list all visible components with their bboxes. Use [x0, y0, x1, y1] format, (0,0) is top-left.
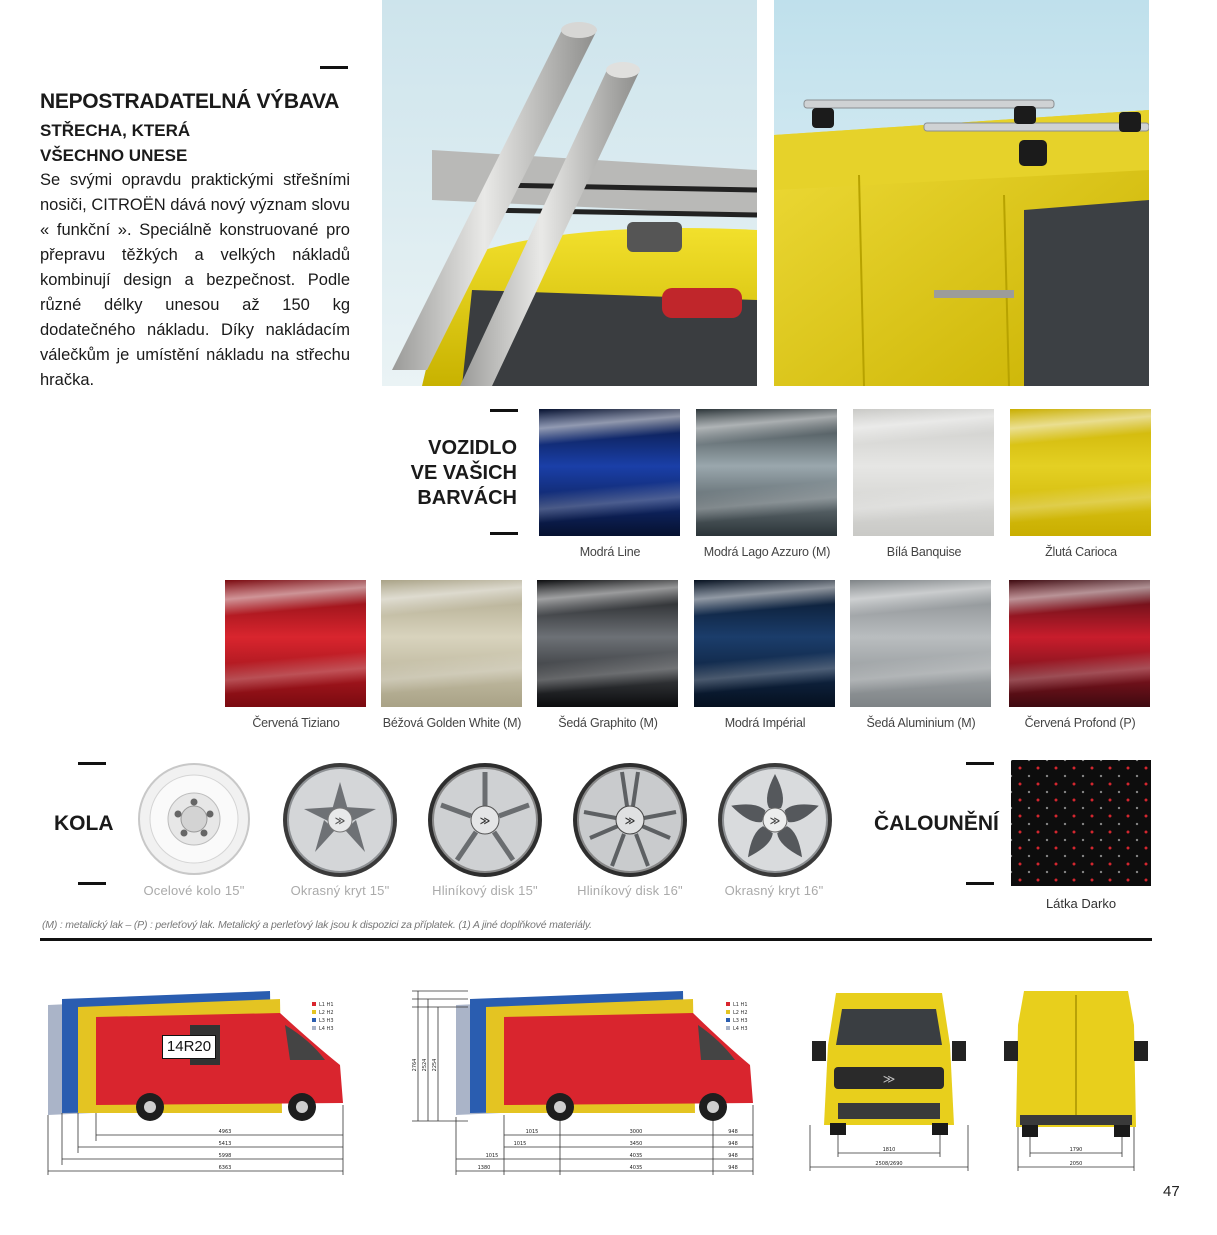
color-swatch[interactable]	[381, 580, 522, 707]
van-side-height-diagram	[408, 985, 758, 1180]
intro-subtitle	[40, 118, 352, 168]
height-value: 2524	[422, 1058, 428, 1072]
wheel-alloy-15[interactable]	[427, 762, 543, 878]
svg-text:≫: ≫	[882, 1072, 896, 1086]
legend-label: L2 H2	[733, 1010, 748, 1016]
intro-title: NEPOSTRADATELNÁ VÝBAVA	[40, 90, 340, 113]
color-label: Modrá Line	[579, 545, 641, 559]
color-label: Béžová Golden White (M)	[382, 716, 522, 730]
fabric-label: Látka Darko	[1045, 896, 1117, 911]
wheel-label: Okrasný kryt 15"	[290, 883, 390, 898]
dim-value: 948	[728, 1153, 738, 1159]
van-front-diagram	[808, 985, 970, 1175]
wheel-hubcap-15[interactable]	[282, 762, 398, 878]
legend-label: L4 H3	[733, 1026, 748, 1032]
color-label: Červená Tiziano	[252, 716, 340, 730]
hubcap-icon	[282, 762, 398, 878]
svg-text:≫: ≫	[769, 816, 781, 827]
legend-label: L3 H3	[319, 1018, 334, 1024]
length-value: 5998	[218, 1153, 232, 1159]
color-label: Modrá Lago Azzuro (M)	[703, 545, 831, 559]
upholstery-dash-bottom	[966, 882, 994, 885]
dim-value: 1015	[485, 1153, 499, 1159]
van-side-length-diagram	[40, 985, 360, 1180]
colors-heading-line2: VE VAŠICH	[410, 462, 517, 484]
svg-text:≫: ≫	[479, 816, 491, 827]
colors-heading-line3: BARVÁCH	[417, 487, 517, 509]
alloy-wheel-icon	[572, 762, 688, 878]
dim-value: 4035	[629, 1165, 643, 1171]
color-swatch[interactable]	[694, 580, 835, 707]
height-value: 2254	[432, 1058, 438, 1072]
dim-value: 948	[728, 1165, 738, 1171]
wheels-dash-bottom	[78, 882, 106, 885]
intro-subtitle-line1: STŘECHA, KTERÁ	[40, 121, 191, 140]
color-label: Žlutá Carioca	[1045, 545, 1117, 559]
color-label: Bílá Banquise	[886, 545, 962, 559]
intro-body: Se svými opravdu praktickými střešními nosiči, CITROËN dává nový význam slovu « funkční ». Speciálně konstruované pro přepravu těžkých a velkých nákladů kombinují design a bezpečnost. Podle různé délky unesou až 150 kg dodatečného nákladu. Díky nakládacím válečkům je umístění nákladu na střechu hračka.	[40, 171, 350, 389]
color-swatch[interactable]	[539, 409, 680, 536]
dim-value: 3450	[629, 1141, 643, 1147]
wheel-label: Hliníkový disk 15"	[432, 883, 538, 898]
alloy-wheel-icon	[427, 762, 543, 878]
dim-value: 1015	[513, 1141, 527, 1147]
steel-wheel-icon	[137, 762, 251, 876]
roof-rack-rollers-photo	[382, 0, 757, 386]
van2-legend	[726, 1002, 748, 1032]
wheel-label: Okrasný kryt 16"	[724, 883, 824, 898]
color-swatch[interactable]	[850, 580, 991, 707]
dim-value: 1380	[477, 1165, 491, 1171]
legend-label: L2 H2	[319, 1010, 334, 1016]
color-label: Šedá Graphito (M)	[558, 716, 658, 730]
legend-label: L1 H1	[733, 1002, 748, 1008]
front-width-value: 2508/2690	[875, 1161, 903, 1167]
van-rear-diagram	[1000, 985, 1152, 1175]
colors-dash-bottom	[490, 532, 518, 535]
dim-value: 3000	[629, 1129, 643, 1135]
length-value: 6363	[218, 1165, 232, 1171]
color-swatch[interactable]	[1009, 580, 1150, 707]
legend-label: L1 H1	[319, 1002, 334, 1008]
svg-text:≫: ≫	[334, 816, 346, 827]
van1-legend	[312, 1002, 334, 1032]
fabric-swatch[interactable]	[1011, 760, 1151, 886]
length-value: 5413	[218, 1141, 232, 1147]
divider	[40, 938, 1152, 941]
hubcap-icon	[717, 762, 833, 878]
colors-heading-line1: VOZIDLO	[428, 437, 517, 459]
legend-label: L3 H3	[733, 1018, 748, 1024]
section-dash	[320, 66, 348, 69]
rear-track-value: 1790	[1069, 1147, 1083, 1153]
page-number: 47	[1163, 1183, 1180, 1200]
roof-bars-photo	[774, 0, 1149, 386]
color-swatch[interactable]	[225, 580, 366, 707]
color-swatch[interactable]	[537, 580, 678, 707]
height-value: 2764	[412, 1058, 418, 1072]
rear-width-value: 2050	[1069, 1161, 1083, 1167]
upholstery-dash-top	[966, 762, 994, 765]
legend-label: L4 H3	[319, 1026, 334, 1032]
color-label: Šedá Aluminium (M)	[866, 716, 976, 730]
dim-value: 1015	[525, 1129, 539, 1135]
wheels-title: KOLA	[54, 812, 114, 835]
dim-value: 948	[728, 1141, 738, 1147]
color-swatch[interactable]	[853, 409, 994, 536]
dim-value: 948	[728, 1129, 738, 1135]
van-code-label: 14R20	[162, 1035, 216, 1059]
wheel-alloy-16[interactable]	[572, 762, 688, 878]
front-track-value: 1810	[882, 1147, 896, 1153]
footnote: (M) : metalický lak – (P) : perleťový lak. Metalický a perleťový lak jsou k dispozici za příplatek. (1) A jiné doplňkové materiály.	[42, 919, 592, 931]
wheel-steel-15[interactable]	[137, 762, 251, 876]
upholstery-title: ČALOUNĚNÍ	[874, 812, 999, 835]
length-value: 4963	[218, 1129, 232, 1135]
wheel-label: Hliníkový disk 16"	[577, 883, 683, 898]
wheels-dash-top	[78, 762, 106, 765]
intro-subtitle-line2: VŠECHNO UNESE	[40, 146, 188, 165]
color-label: Červená Profond (P)	[1024, 716, 1136, 730]
color-swatch[interactable]	[1010, 409, 1151, 536]
dim-value: 4035	[629, 1153, 643, 1159]
color-label: Modrá Impérial	[724, 716, 806, 730]
wheel-label: Ocelové kolo 15"	[143, 883, 245, 898]
colors-heading	[411, 436, 517, 511]
color-swatch[interactable]	[696, 409, 837, 536]
colors-dash-top	[490, 409, 518, 412]
svg-text:≫: ≫	[624, 816, 636, 827]
wheel-hubcap-16[interactable]	[717, 762, 833, 878]
